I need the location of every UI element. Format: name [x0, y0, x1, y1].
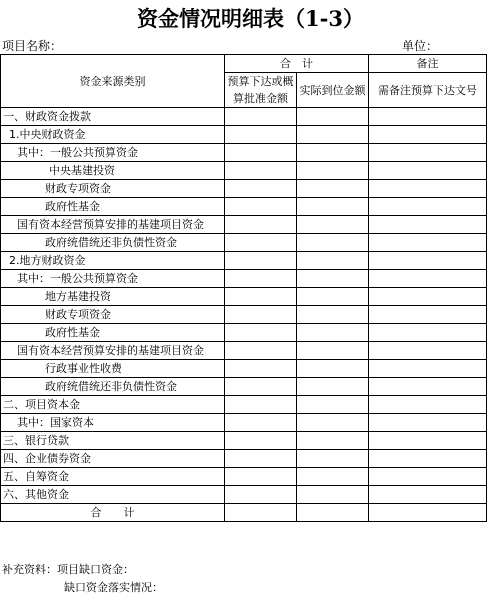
- table-cell[interactable]: [225, 432, 297, 450]
- header-row-1: [1, 55, 487, 73]
- header-total-group: 合 计: [225, 55, 369, 73]
- row-label: 二、项目资本金: [1, 396, 225, 414]
- row-label: 一、财政资金拨款: [1, 108, 225, 126]
- row-label: 国有资本经营预算安排的基建项目资金: [1, 216, 225, 234]
- row-label: 三、银行贷款: [1, 432, 225, 450]
- table-cell[interactable]: [225, 486, 297, 504]
- table-row: [1, 360, 487, 378]
- table-cell[interactable]: [225, 162, 297, 180]
- table-cell[interactable]: [297, 486, 369, 504]
- table-row: [1, 306, 487, 324]
- table-cell[interactable]: [297, 288, 369, 306]
- row-label: 政府统借统还非负债性资金: [1, 378, 225, 396]
- table-row: [1, 108, 487, 126]
- table-cell[interactable]: [225, 180, 297, 198]
- table-cell[interactable]: [225, 342, 297, 360]
- table-row: [1, 450, 487, 468]
- header-actual-amount: 实际到位金额: [297, 73, 369, 108]
- table-row: [1, 486, 487, 504]
- row-label: 其中：国家资本: [1, 414, 225, 432]
- table-cell[interactable]: [225, 144, 297, 162]
- table-row: [1, 216, 487, 234]
- table-cell[interactable]: [369, 378, 487, 396]
- table-cell[interactable]: [369, 108, 487, 126]
- table-cell[interactable]: [297, 180, 369, 198]
- table-row: [1, 396, 487, 414]
- header-note-group: 备注: [369, 55, 487, 73]
- table-cell[interactable]: [225, 360, 297, 378]
- table-cell[interactable]: [297, 324, 369, 342]
- table-cell[interactable]: [225, 198, 297, 216]
- table-cell[interactable]: [297, 162, 369, 180]
- table-cell[interactable]: [225, 216, 297, 234]
- table-cell[interactable]: [225, 108, 297, 126]
- table-cell[interactable]: [369, 414, 487, 432]
- table-cell[interactable]: [369, 468, 487, 486]
- table-row: [1, 324, 487, 342]
- table-cell[interactable]: [225, 504, 297, 522]
- table-cell[interactable]: [225, 126, 297, 144]
- table-cell[interactable]: [369, 270, 487, 288]
- table-cell[interactable]: [297, 234, 369, 252]
- table-cell[interactable]: [297, 270, 369, 288]
- table-cell[interactable]: [297, 342, 369, 360]
- table-cell[interactable]: [225, 396, 297, 414]
- row-label: 四、企业债券资金: [1, 450, 225, 468]
- header-note-document: 需备注预算下达文号: [369, 73, 487, 108]
- table-row: [1, 180, 487, 198]
- table-cell[interactable]: [225, 324, 297, 342]
- table-cell[interactable]: [369, 450, 487, 468]
- table-cell[interactable]: [225, 450, 297, 468]
- header-source-category: 资金来源类别: [1, 55, 225, 108]
- table-row: [1, 252, 487, 270]
- table-row: [1, 144, 487, 162]
- table-cell[interactable]: [297, 198, 369, 216]
- table-cell[interactable]: [369, 234, 487, 252]
- supplement-gap-funds-label: 补充资料：项目缺口资金：: [2, 563, 134, 576]
- table-row: [1, 162, 487, 180]
- table-cell[interactable]: [225, 414, 297, 432]
- table-cell[interactable]: [297, 504, 369, 522]
- table-cell[interactable]: [297, 468, 369, 486]
- table-row: [1, 198, 487, 216]
- row-label: 1.中央财政资金: [1, 126, 225, 144]
- gap-funds-status-label: 缺口资金落实情况：: [64, 581, 163, 594]
- row-label: 其中：一般公共预算资金: [1, 144, 225, 162]
- table-row: [1, 234, 487, 252]
- row-label: 2.地方财政资金: [1, 252, 225, 270]
- table-cell[interactable]: [369, 216, 487, 234]
- row-label: 中央基建投资: [1, 162, 225, 180]
- table-cell[interactable]: [297, 432, 369, 450]
- fund-detail-table: [0, 54, 487, 522]
- table-cell[interactable]: [225, 468, 297, 486]
- table-cell[interactable]: [369, 198, 487, 216]
- table-cell[interactable]: [297, 450, 369, 468]
- table-cell[interactable]: [297, 414, 369, 432]
- table-cell[interactable]: [225, 270, 297, 288]
- table-cell[interactable]: [369, 360, 487, 378]
- table-cell[interactable]: [297, 396, 369, 414]
- page-title: 资金情况明细表（1-3）: [137, 6, 364, 31]
- row-label: 地方基建投资: [1, 288, 225, 306]
- table-cell[interactable]: [369, 162, 487, 180]
- row-label: 财政专项资金: [1, 180, 225, 198]
- table-row: [1, 504, 487, 522]
- row-label: 六、其他资金: [1, 486, 225, 504]
- table-cell[interactable]: [225, 252, 297, 270]
- table-cell[interactable]: [369, 252, 487, 270]
- table-cell[interactable]: [369, 324, 487, 342]
- table-cell[interactable]: [297, 306, 369, 324]
- table-cell[interactable]: [369, 432, 487, 450]
- header-budget-amount: 预算下达或概算批准金额: [225, 73, 297, 108]
- unit-label: 单位：: [402, 39, 439, 53]
- table-cell[interactable]: [225, 234, 297, 252]
- table-cell[interactable]: [369, 504, 487, 522]
- table-cell[interactable]: [297, 378, 369, 396]
- table-cell[interactable]: [225, 306, 297, 324]
- row-label: 政府性基金: [1, 324, 225, 342]
- table-row: [1, 342, 487, 360]
- project-name-label: 项目名称：: [2, 39, 63, 53]
- table-cell[interactable]: [297, 144, 369, 162]
- table-cell[interactable]: [369, 486, 487, 504]
- table-cell[interactable]: [297, 360, 369, 378]
- table-row: [1, 270, 487, 288]
- table-row: [1, 432, 487, 450]
- row-label: 财政专项资金: [1, 306, 225, 324]
- table-cell[interactable]: [369, 396, 487, 414]
- table-cell[interactable]: [297, 108, 369, 126]
- table-row: [1, 414, 487, 432]
- table-cell[interactable]: [297, 252, 369, 270]
- table-row: [1, 468, 487, 486]
- table-cell[interactable]: [369, 306, 487, 324]
- table-cell[interactable]: [225, 288, 297, 306]
- table-row: [1, 378, 487, 396]
- table-cell[interactable]: [369, 288, 487, 306]
- row-label: 其中：一般公共预算资金: [1, 270, 225, 288]
- table-cell[interactable]: [369, 126, 487, 144]
- row-label: 国有资本经营预算安排的基建项目资金: [1, 342, 225, 360]
- row-label: 五、自筹资金: [1, 468, 225, 486]
- table-cell[interactable]: [369, 144, 487, 162]
- table-cell[interactable]: [297, 126, 369, 144]
- row-label: 行政事业性收费: [1, 360, 225, 378]
- table-cell[interactable]: [369, 342, 487, 360]
- table-cell[interactable]: [369, 180, 487, 198]
- row-label: 政府性基金: [1, 198, 225, 216]
- row-label: 政府统借统还非负债性资金: [1, 234, 225, 252]
- table-row: [1, 288, 487, 306]
- table-row: [1, 126, 487, 144]
- row-label: 合 计: [1, 504, 225, 522]
- table-cell[interactable]: [225, 378, 297, 396]
- table-cell[interactable]: [297, 216, 369, 234]
